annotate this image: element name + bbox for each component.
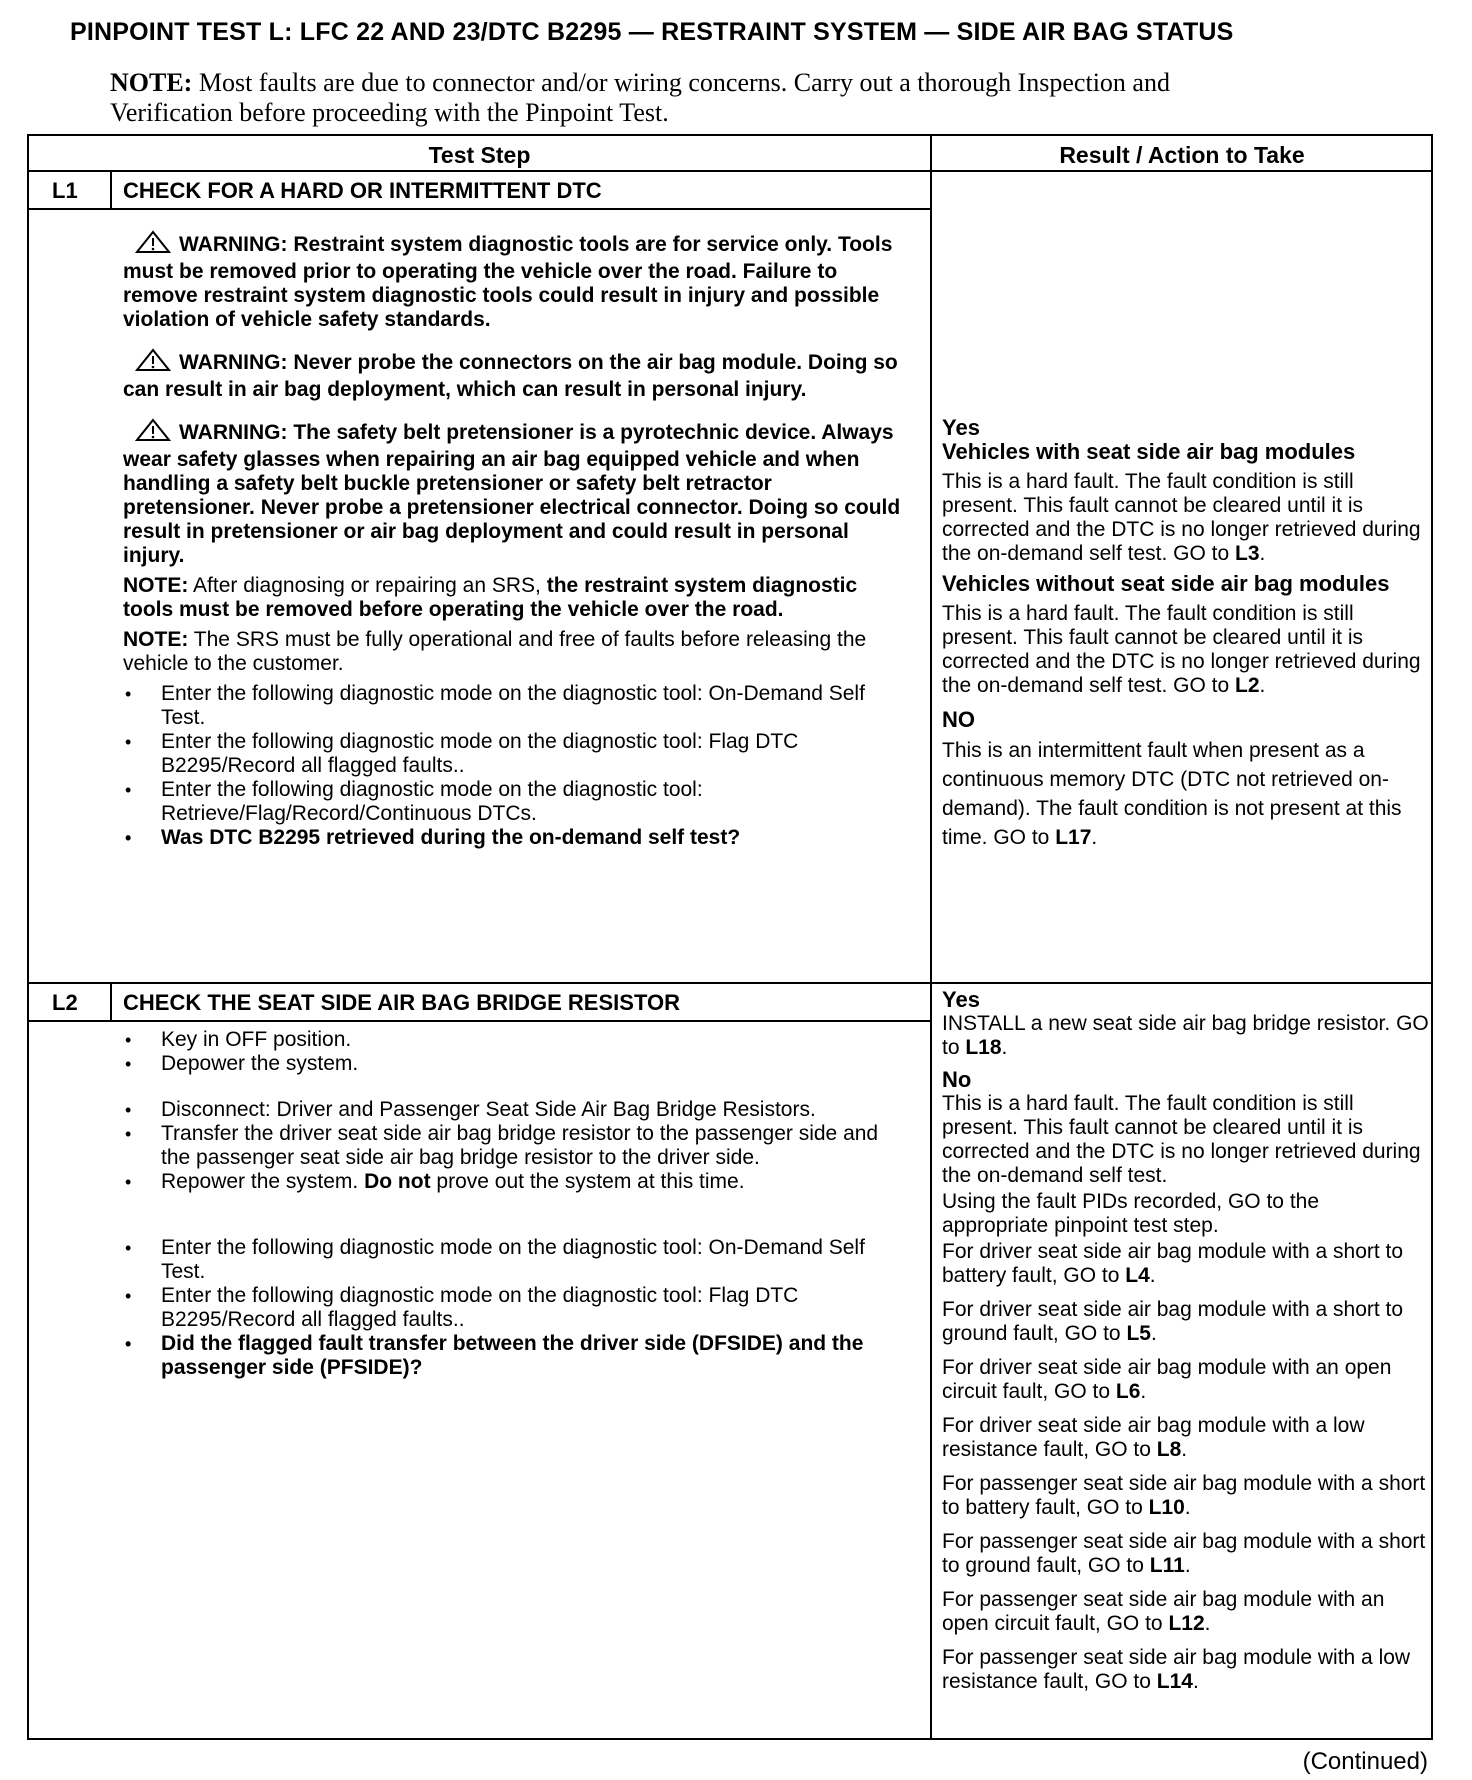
list-item: • Key in OFF position. xyxy=(123,1028,903,1052)
l1-yes-text-1: This is a hard fault. The fault condition is still present. This fault cannot be cleared until it is corrected and the DTC is no longer retrieved during the on-demand self test. GO to L3. xyxy=(942,470,1421,565)
column-divider xyxy=(930,134,932,1740)
list-item: • Enter the following diagnostic mode on the diagnostic tool: On-Demand Self Test. xyxy=(123,682,903,730)
l2-yes-text: INSTALL a new seat side air bag bridge resistor. GO to L18. xyxy=(942,1012,1429,1059)
l1-warning-2: WARNING: Never probe the connectors on the air bag module. Doing so can result in air bag deployment, which can result in personal injury. xyxy=(123,348,903,402)
l2-no-text: This is a hard fault. The fault condition is still present. This fault cannot be cleared until it is corrected and the DTC is no longer retrieved during the on-demand self test. xyxy=(942,1092,1421,1187)
l1-note-1: NOTE: After diagnosing or repairing an SRS, the restraint system diagnostic tools must be removed before operating the vehicle over the road. xyxy=(123,574,858,621)
l1-body xyxy=(123,230,903,850)
l1-note-2: NOTE: The SRS must be fully operational and free of faults before releasing the vehicle to the customer. xyxy=(123,628,867,675)
continued-label: (Continued) xyxy=(1302,1748,1428,1775)
step-title-l2: CHECK THE SEAT SIDE AIR BAG BRIDGE RESISTOR xyxy=(123,990,680,1015)
step-title-l1: CHECK FOR A HARD OR INTERMITTENT DTC xyxy=(123,178,602,203)
header-result: Result / Action to Take xyxy=(1059,142,1305,168)
intro-note-label: NOTE: xyxy=(110,68,193,97)
l2-no-text-2: Using the fault PIDs recorded, GO to the appropriate pinpoint test step. xyxy=(942,1190,1320,1237)
l1-steps xyxy=(123,682,903,850)
list-item: • Transfer the driver seat side air bag bridge resistor to the passenger side and the passenger seat side air bag bridge resistor to the driver side. xyxy=(123,1122,903,1170)
l2-title-divider xyxy=(27,1020,930,1022)
step-id-l2: L2 xyxy=(52,990,78,1015)
l2-no-label: No xyxy=(942,1067,972,1092)
list-item: • Repower the system. Do not prove out the system at this time. xyxy=(123,1170,903,1194)
l1-no-label: NO xyxy=(942,707,975,732)
l1-no-text: This is an intermittent fault when present as a continuous memory DTC (DTC not retrieved on-demand). The fault condition is not present at this time. GO to L17. xyxy=(942,739,1402,849)
l1-yes-text-2: This is a hard fault. The fault condition is still present. This fault cannot be cleared until it is corrected and the DTC is no longer retrieved during the on-demand self test. GO to L2. xyxy=(942,602,1421,697)
intro-note xyxy=(110,68,1290,128)
l2-branch: For driver seat side air bag module with an open circuit fault, GO to L6. xyxy=(942,1356,1392,1403)
l1-warning-3: WARNING: The safety belt pretensioner is a pyrotechnic device. Always wear safety glasses when repairing an air bag equipped vehicle and when handling a safety belt buckle pretensioner or safety belt retractor pretensioner. Never probe a pretensioner electrical connector. Doing so could result in pretensioner or air bag deployment and could result in personal injury. xyxy=(123,418,903,568)
list-item: • Enter the following diagnostic mode on the diagnostic tool: Flag DTC B2295/Record all flagged faults.. xyxy=(123,1284,903,1332)
l2-branch: For driver seat side air bag module with a short to ground fault, GO to L5. xyxy=(942,1298,1404,1345)
l2-steps-b xyxy=(123,1098,903,1194)
l2-steps-a xyxy=(123,1028,903,1076)
page-title: PINPOINT TEST L: LFC 22 AND 23/DTC B2295 — RESTRAINT SYSTEM — SIDE AIR BAG STATUS xyxy=(70,18,1234,46)
l1-id-divider xyxy=(110,172,112,210)
l2-branch: For passenger seat side air bag module with a short to ground fault, GO to L11. xyxy=(942,1530,1426,1577)
l2-result xyxy=(942,988,1430,1694)
list-item: • Enter the following diagnostic mode on the diagnostic tool: Flag DTC B2295/Record all flagged faults.. xyxy=(123,730,903,778)
l2-branch: For driver seat side air bag module with a short to battery fault, GO to L4. xyxy=(942,1240,1404,1287)
l2-question: • Did the flagged fault transfer between the driver side (DFSIDE) and the passenger side (PFSIDE)? xyxy=(123,1332,903,1380)
warning-triangle-icon xyxy=(135,348,171,378)
l1-yes-heading-2: Vehicles without seat side air bag modules xyxy=(942,571,1390,596)
l1-yes-label: Yes xyxy=(942,415,980,440)
step-id-l1: L1 xyxy=(52,178,78,203)
l2-branch: For passenger seat side air bag module with a low resistance fault, GO to L14. xyxy=(942,1646,1411,1693)
warning-triangle-icon xyxy=(135,418,171,448)
list-item: • Enter the following diagnostic mode on the diagnostic tool: On-Demand Self Test. xyxy=(123,1236,903,1284)
row-divider xyxy=(27,982,1433,984)
l1-question: • Was DTC B2295 retrieved during the on-demand self test? xyxy=(123,826,903,850)
header-divider xyxy=(27,170,1433,172)
l1-result xyxy=(942,416,1430,852)
l2-body xyxy=(123,1028,903,1380)
header-test-step: Test Step xyxy=(428,142,531,168)
warning-triangle-icon xyxy=(135,230,171,260)
list-item: • Enter the following diagnostic mode on the diagnostic tool: Retrieve/Flag/Record/Continuous DTCs. xyxy=(123,778,903,826)
l2-branch: For passenger seat side air bag module with an open circuit fault, GO to L12. xyxy=(942,1588,1385,1635)
list-item: • Depower the system. xyxy=(123,1052,903,1076)
l2-branch: For passenger seat side air bag module with a short to battery fault, GO to L10. xyxy=(942,1472,1426,1519)
l2-steps-c xyxy=(123,1236,903,1380)
l2-id-divider xyxy=(110,984,112,1022)
list-item: • Disconnect: Driver and Passenger Seat Side Air Bag Bridge Resistors. xyxy=(123,1098,903,1122)
l2-branch: For driver seat side air bag module with a low resistance fault, GO to L8. xyxy=(942,1414,1365,1461)
l2-yes-label: Yes xyxy=(942,987,980,1012)
l1-title-divider xyxy=(27,208,930,210)
intro-note-text: Most faults are due to connector and/or wiring concerns. Carry out a thorough Inspection and Verification before proceeding with the Pinpoint Test. xyxy=(110,68,1170,127)
l1-yes-heading-1: Vehicles with seat side air bag modules xyxy=(942,439,1356,464)
l1-warning-1: WARNING: Restraint system diagnostic tools are for service only. Tools must be removed prior to operating the vehicle over the road. Failure to remove restraint system diagnostic tools could result in injury and possible violation of vehicle safety standards. xyxy=(123,230,903,332)
